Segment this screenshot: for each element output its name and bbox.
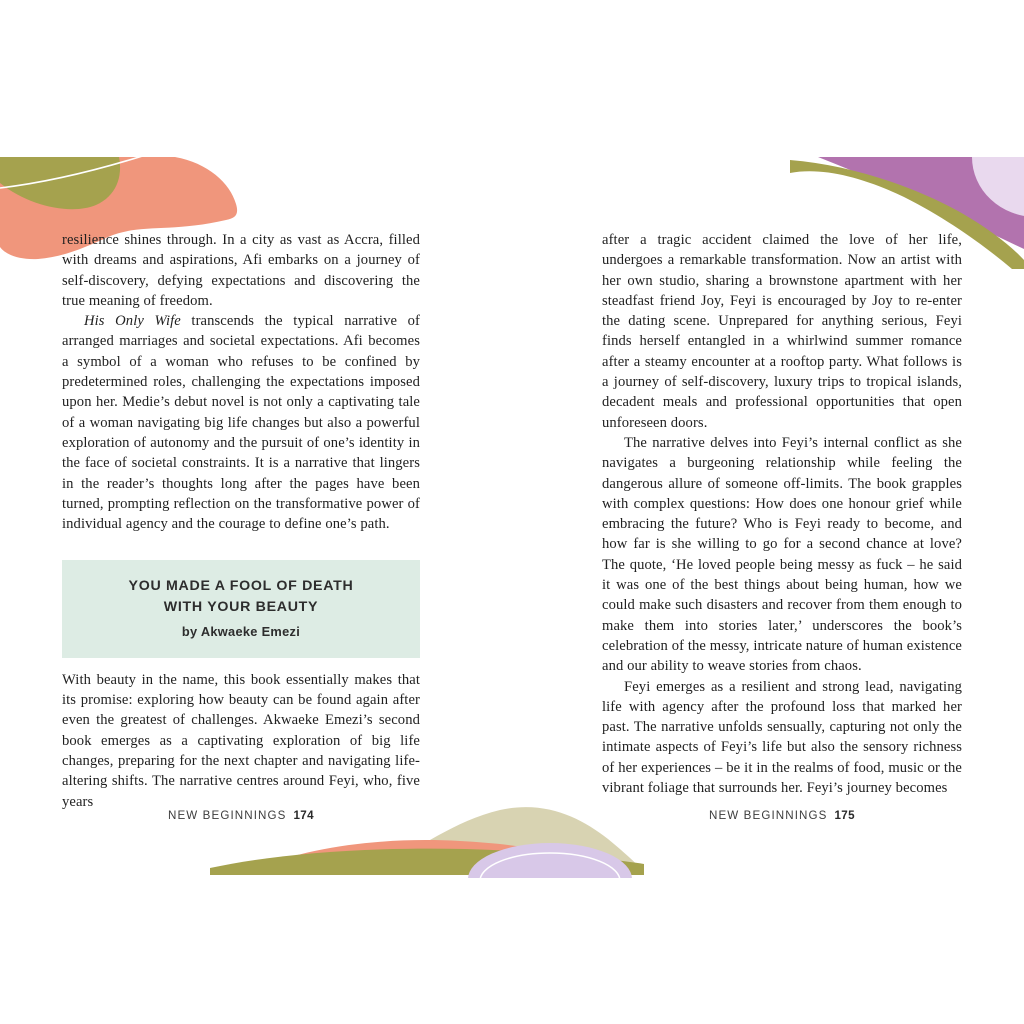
left-footer-chapter-label: NEW BEGINNINGS bbox=[167, 809, 287, 822]
left-page-column bbox=[62, 230, 420, 812]
left-page-footer bbox=[62, 809, 420, 822]
book-box-title-line1: YOU MADE A FOOL OF DEATH bbox=[128, 578, 354, 595]
left-paragraph-2-text: transcends the typical narrative of arranged marriages and societal expectations. Afi becomes a symbol of a woman who refuses to be confined by predetermined roles, challenging the expectations imposed upon her. Medie’s debut novel is not only a captivating tale of a woman navigating big life changes but also a powerful exploration of autonomy and the pursuit of one’s identity in the face of societal constraints. It is a narrative that lingers in the reader’s thoughts long after the pages have been turned, prompting reflection on the transformative power of individual agency and the courage to define one’s path. bbox=[62, 313, 420, 533]
right-page-column bbox=[602, 230, 962, 798]
book-title-italic: His Only Wife bbox=[84, 313, 181, 330]
right-paragraph-3: Feyi emerges as a resilient and strong lead, navigating life with agency after the profound loss that marked her past. The narrative unfolds sensually, capturing not only the intimate aspects of Feyi’s life but also the sensory richness of her experiences – be it in the realms of food, music or the vibrant foliage that surrounds her. Feyi’s journey becomes bbox=[602, 678, 962, 797]
left-page-number: 174 bbox=[293, 809, 314, 822]
right-paragraph-2: The narrative delves into Feyi’s internal conflict as she navigates a burgeoning relationship while feeling the dangerous allure of someone off-limits. The book grapples with complex questions: How does one honour grief while embracing the future? Who is Feyi ready to become, and how far is she willing to go for a second chance at love? The quote, ‘He loved people being messy as fuck – he said it was one of the best things about being human, how we could make such disasters and recover from them enough to make them into stories later,’ underscores the book’s celebration of the messy, intricate nature of human existence and our ability to weave stories from chaos. bbox=[602, 434, 962, 675]
left-paragraph-3: With beauty in the name, this book essentially makes that its promise: exploring how beauty can be found again after even the greatest of challenges. Akwaeke Emezi’s second book emerges as a captivating exploration of big life changes, preparing for the next chapter and navigating life-altering shifts. The narrative centres around Feyi, who, five years bbox=[62, 671, 420, 810]
right-page-number: 175 bbox=[834, 809, 855, 822]
left-paragraph-2 bbox=[62, 311, 420, 534]
right-page-footer bbox=[602, 809, 962, 822]
left-paragraph-1: resilience shines through. In a city as vast as Accra, filled with dreams and aspirations, Afi embarks on a journey of self-discovery, defying expectations and discovering the true meaning of freedom. bbox=[62, 232, 420, 309]
book-box-title-line2: WITH YOUR BEAUTY bbox=[163, 599, 319, 616]
book-box-byline: by Akwaeke Emezi bbox=[181, 624, 301, 640]
right-footer-chapter-label: NEW BEGINNINGS bbox=[708, 809, 828, 822]
book-box-title bbox=[72, 576, 410, 618]
right-paragraph-1: after a tragic accident claimed the love of her life, undergoes a remarkable transformation. Now an artist with her own studio, sharing a brownstone apartment with her steadfast friend Joy, Feyi is encouraged by Joy to re-enter the dating scene. Unprepared for anything serious, Feyi finds herself entangled in a whirlwind summer romance after a steamy encounter at a rooftop party. What follows is a journey of self-discovery, luxury trips to tropical islands, decadent meals and professional opportunities that open unforeseen doors. bbox=[602, 232, 962, 431]
book-highlight-box bbox=[62, 560, 420, 657]
